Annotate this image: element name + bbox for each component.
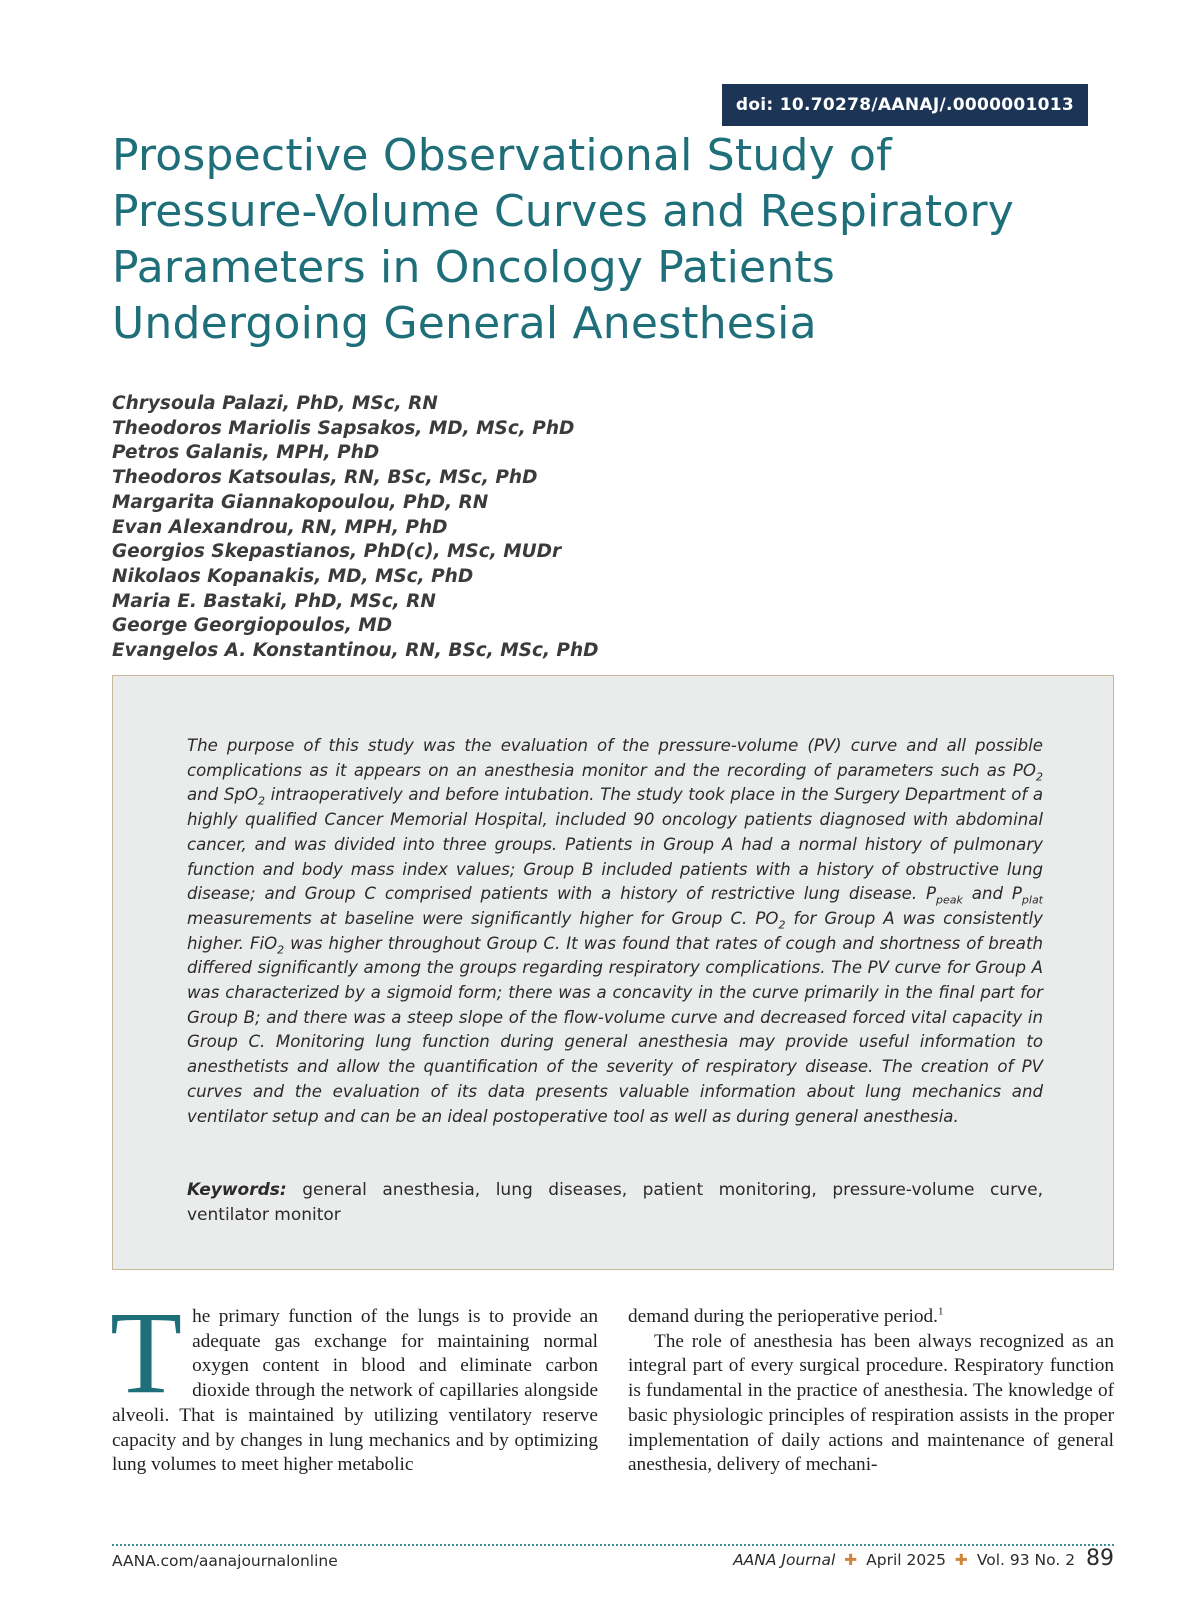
author: Maria E. Bastaki, PhD, MSc, RN: [112, 590, 436, 612]
abstract-box: [112, 675, 1114, 1270]
author: Evan Alexandrou, RN, MPH, PhD: [112, 516, 448, 538]
body-column-left: [110, 1287, 598, 1478]
journal-name: AANA Journal: [733, 1551, 836, 1569]
body-paragraph: The primary function of the lungs is to provide an adequate gas exchange for maintaining normal oxygen content in blood and eliminate carbon dioxide through the network of capillaries alongside alveoli. That is maintained by utilizing ventilatory reserve capacity and by changes in lung mechanics and by optimizing lung volumes to meet higher metabolic: [110, 1287, 598, 1476]
author-list: [112, 392, 599, 664]
author: Nikolaos Kopanakis, MD, MSc, PhD: [112, 565, 474, 587]
author: Chrysoula Palazi, PhD, MSc, RN: [112, 393, 438, 414]
title-line: Undergoing General Anesthesia: [112, 298, 817, 349]
author: Margarita Giannakopoulou, PhD, RN: [112, 491, 489, 513]
author: Theodoros Katsoulas, RN, BSc, MSc, PhD: [112, 467, 538, 489]
keywords: [187, 1178, 1043, 1227]
volume-issue: Vol. 93 No. 2: [976, 1551, 1076, 1569]
page-number: 89: [1086, 1546, 1114, 1571]
title-line: Parameters in Oncology Patients: [112, 242, 835, 293]
title-line: Prospective Observational Study of: [112, 130, 892, 181]
body-paragraph: The role of anesthesia has been always recognized as an integral part of every surgical procedure. Respiratory function is fundamental in the practice of anesthesia. The knowledge of basic physiologic principles of respiration assists in the proper implementation of daily actions and maintenance of general anesthesia, delivery of mechani-: [628, 1330, 1114, 1476]
footer-url[interactable]: AANA.com/aanajournalonline: [112, 1552, 338, 1570]
article-title: [112, 128, 1092, 352]
author: Petros Galanis, MPH, PhD: [112, 442, 380, 464]
body-column-right: [628, 1305, 1114, 1478]
keywords-label: Keywords:: [187, 1180, 287, 1200]
body-paragraph: demand during the perioperative period.$^1$: [628, 1305, 944, 1327]
plus-icon: ✚: [844, 1551, 858, 1569]
issue-date: April 2025: [866, 1551, 946, 1569]
drop-cap: T: [110, 1287, 183, 1418]
author: Theodoros Mariolis Sapsakos, MD, MSc, PhD: [112, 417, 575, 439]
doi-badge: doi: 10.70278/AANAJ/.0000001013: [722, 84, 1088, 126]
footer-citation: [733, 1546, 1114, 1571]
keywords-list: general anesthesia, lung diseases, patient monitoring, pressure-volume curve, ventilator monitor: [187, 1180, 1043, 1225]
author: Evangelos A. Konstantinou, RN, BSc, MSc, PhD: [112, 640, 599, 662]
abstract-text: The purpose of this study was the evaluation of the pressure-volume (PV) curve and all possible complications as it appears on an anesthesia monitor and the recording of parameters such as $PO_2$ and SpO$_2$ intraoperatively and before intubation. The study took place in the Surgery Department of a highly qualified Cancer Memorial Hospital, included 90 oncology patients diagnosed with abdominal cancer, and was divided into three groups. Patients in Group A had a normal history of pulmonary function and body mass index values; Group B included patients with a history of obstructive lung disease; and Group C comprised patients with a history of restrictive lung disease. $P_{peak}$ and $P_{plat}$ measurements at baseline were significantly higher for Group C. $PO_2$ for Group A was consistently higher. FiO$_2$ was higher throughout Group C. It was found that rates of cough and shortness of breath differed significantly among the groups regarding respiratory complications. The PV curve for Group A was characterized by a sigmoid form; there was a concavity in the curve primarily in the final part for Group B; and there was a steep slope of the flow-volume curve and decreased forced vital capacity in Group C. Monitoring lung function during general anesthesia may provide useful information to anesthetists and allow the quantification of the severity of respiratory disease. The creation of PV curves and the evaluation of its data presents valuable information about lung mechanics and ventilator setup and can be an ideal postoperative tool as well as during general anesthesia.: [187, 736, 1043, 1126]
citation: 1: [938, 1305, 944, 1318]
title-line: Pressure-Volume Curves and Respiratory: [112, 186, 1014, 237]
author: Georgios Skepastianos, PhD(c), MSc, MUDr: [112, 541, 562, 563]
plus-icon: ✚: [954, 1551, 968, 1569]
author: George Georgiopoulos, MD: [112, 615, 393, 637]
